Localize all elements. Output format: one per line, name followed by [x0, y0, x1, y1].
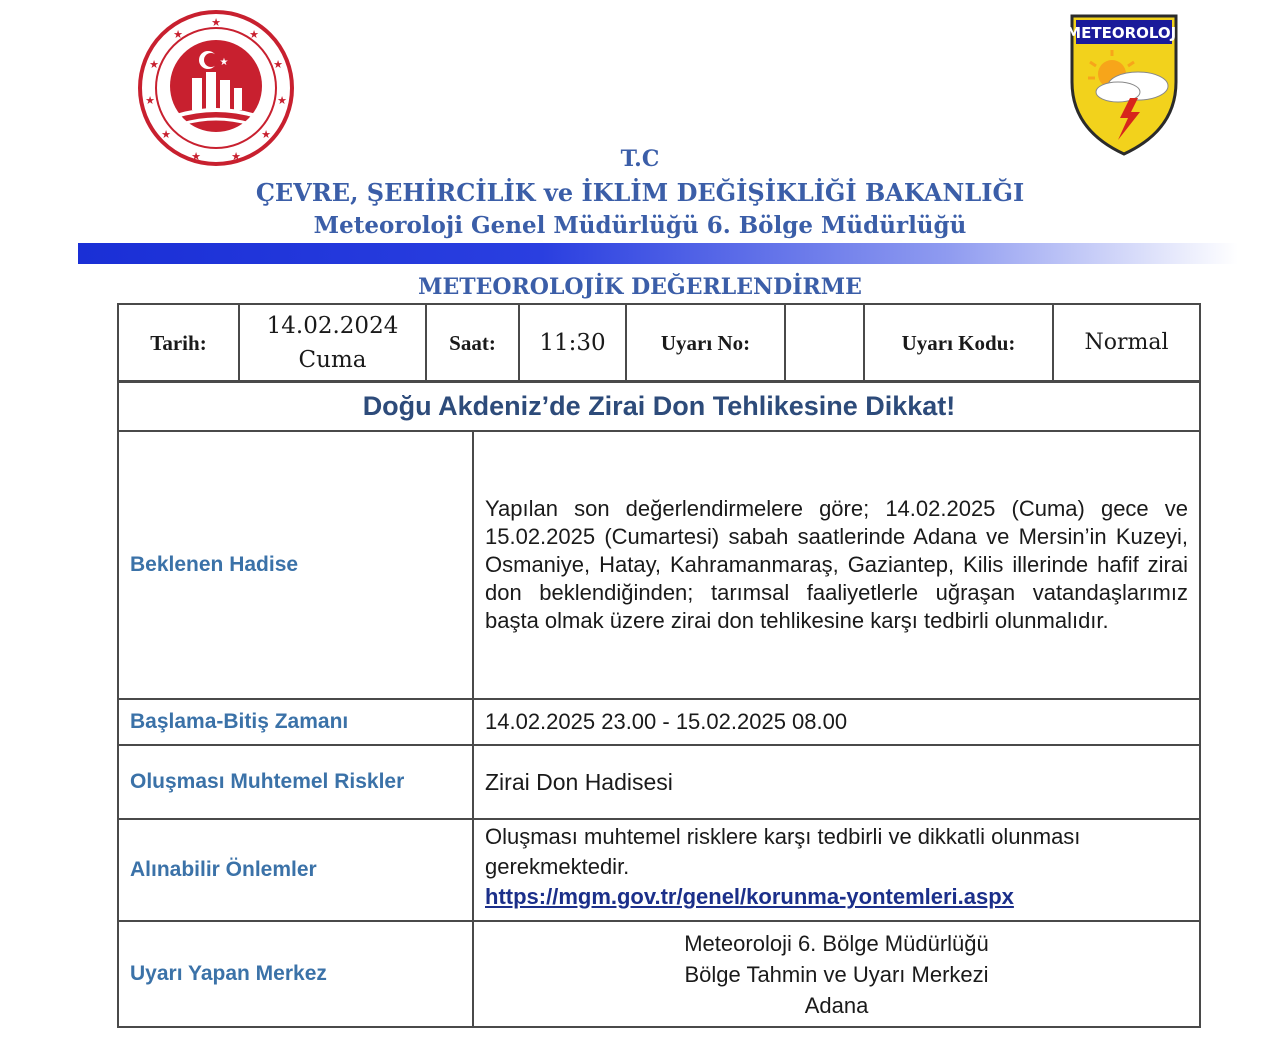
- warning-code-value: Normal: [1053, 304, 1200, 382]
- document-title: METEOROLOJİK DEĞERLENDİRME: [418, 274, 862, 300]
- issuing-center-cell: [473, 921, 1200, 1027]
- table-row: [118, 921, 1200, 1027]
- period-value: 14.02.2025 23.00 - 15.02.2025 08.00: [473, 699, 1200, 745]
- table-row: [118, 431, 1200, 699]
- safety-methods-link[interactable]: https://mgm.gov.tr/genel/korunma-yontemleri.aspx: [485, 884, 1014, 909]
- header-ministry: ÇEVRE, ŞEHİRCİLİK ve İKLİM DEĞİŞİKLİĞİ BAKANLIĞI: [255, 178, 1025, 207]
- center-line-3: Adana: [804, 992, 869, 1018]
- expected-event-text: Yapılan son değerlendirmelere göre; 14.02.2025 (Cuma) gece ve 15.02.2025 (Cumartesi) sabah saatlerinde Adana ve Mersin’in Kuzeyi, Osmaniye, Hatay, Kahramanmaraş, Gaziantep, Kilis illerinde hafif zirai don beklendiğinden; tarımsal faaliyetlerle uğraşan vatandaşlarımız başta olmak üzere zirai don tehlikesine karşı tedbirli olunmalıdır.: [485, 496, 1188, 633]
- table-row: [118, 745, 1200, 819]
- svg-text:★: ★: [231, 150, 241, 163]
- info-table: [117, 303, 1201, 383]
- svg-text:★: ★: [191, 150, 201, 163]
- issuing-center-label: Uyarı Yapan Merkez: [118, 921, 473, 1027]
- svg-text:★: ★: [211, 16, 221, 29]
- table-row: [118, 699, 1200, 745]
- svg-text:★: ★: [149, 58, 159, 71]
- table-row: [118, 819, 1200, 921]
- date-value: 14.02.2024: [266, 313, 399, 339]
- warning-no-label: Uyarı No:: [626, 304, 785, 382]
- day-value: Cuma: [298, 347, 367, 373]
- expected-event-cell: [473, 431, 1200, 699]
- svg-text:★: ★: [145, 94, 155, 107]
- period-label: Başlama-Bitiş Zamanı: [118, 699, 473, 745]
- measures-cell: [473, 819, 1200, 921]
- time-value: 11:30: [519, 304, 626, 382]
- svg-text:METEOROLOJİ: METEOROLOJİ: [1068, 24, 1180, 42]
- risks-label: Oluşması Muhtemel Riskler: [118, 745, 473, 819]
- svg-text:★: ★: [273, 58, 283, 71]
- risks-value: Zirai Don Hadisesi: [473, 745, 1200, 819]
- ministry-seal-logo: [136, 8, 296, 168]
- date-cell: [239, 304, 426, 382]
- svg-text:★: ★: [261, 128, 271, 141]
- meteoroloji-logo: [1068, 12, 1180, 158]
- warning-code-label: Uyarı Kodu:: [864, 304, 1053, 382]
- header-tc: T.C: [620, 146, 660, 172]
- expected-event-label: Beklenen Hadise: [118, 431, 473, 699]
- measures-label: Alınabilir Önlemler: [118, 819, 473, 921]
- header-divider-band: [78, 243, 1238, 264]
- time-label: Saat:: [426, 304, 519, 382]
- header-directorate: Meteoroloji Genel Müdürlüğü 6. Bölge Müdürlüğü: [313, 212, 967, 239]
- svg-text:★: ★: [219, 57, 229, 68]
- center-line-2: Bölge Tahmin ve Uyarı Merkezi: [684, 961, 989, 987]
- center-line-1: Meteoroloji 6. Bölge Müdürlüğü: [684, 930, 989, 956]
- warning-no-value: [785, 304, 864, 382]
- date-label: Tarih:: [118, 304, 239, 382]
- alert-table: [117, 380, 1201, 1028]
- svg-text:★: ★: [277, 94, 287, 107]
- svg-text:★: ★: [173, 28, 183, 41]
- svg-text:★: ★: [161, 128, 171, 141]
- alert-title: Doğu Akdeniz’de Zirai Don Tehlikesine Dikkat!: [118, 381, 1200, 431]
- svg-text:★: ★: [249, 28, 259, 41]
- measures-text: Oluşması muhtemel risklere karşı tedbirli ve dikkatli olunması gerekmektedir.: [485, 824, 1081, 879]
